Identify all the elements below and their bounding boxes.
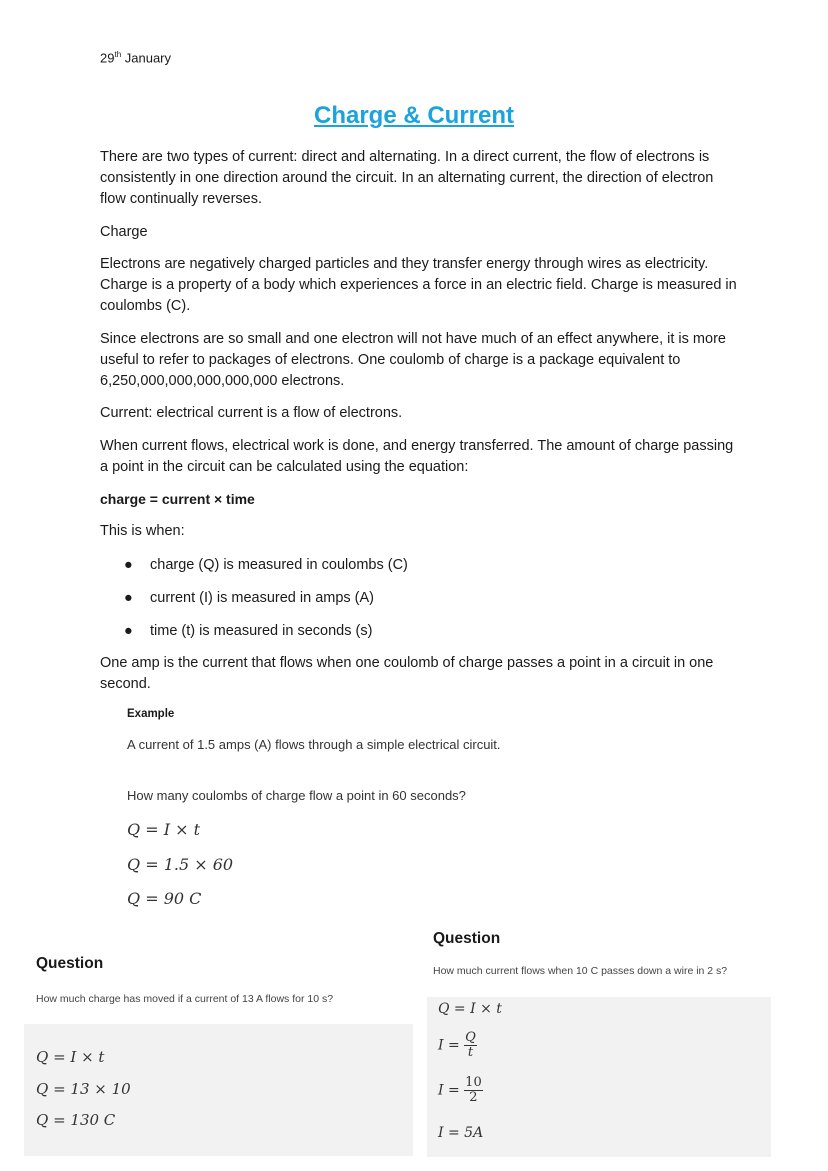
fraction-numerator: 10 <box>465 1075 482 1090</box>
example-text: A current of 1.5 amps (A) flows through a simple electrical circuit. <box>127 737 501 752</box>
paragraph-electrons: Electrons are negatively charged particles and they transfer energy through wires as electricity. Charge is a property of a body which experiences a force in an electric field. Charge is measured in coulombs (C). <box>100 256 737 314</box>
paragraph-this-is-when: This is when: <box>100 523 185 539</box>
example-line-2: Q = 1.5 × 60 <box>127 855 234 874</box>
fraction <box>464 1076 483 1105</box>
list-item-text: current (I) is measured in amps (A) <box>150 590 375 606</box>
list-item-text: time (t) is measured in seconds (s) <box>150 623 373 639</box>
question-left-heading: Question <box>36 955 104 972</box>
bullet-icon: ● <box>124 623 133 639</box>
question-right-text: How much current flows when 10 C passes down a wire in 2 s? <box>433 965 728 977</box>
question-right-line-3-lhs: I = <box>438 1082 460 1099</box>
question-right-heading: Question <box>433 930 501 947</box>
date-suffix: th <box>114 50 122 59</box>
paragraph-work-done: When current flows, electrical work is done, and energy transferred. The amount of charge passing a point in the circuit can be calculated using the equation: <box>100 438 734 475</box>
list-item <box>100 555 600 576</box>
question-left-line-3: Q = 130 C <box>36 1111 116 1129</box>
fraction-denominator: 2 <box>469 1090 478 1105</box>
example-line-3: Q = 90 C <box>127 889 202 908</box>
paragraph-one-amp: One amp is the current that flows when one coulomb of charge passes a point in a circuit in one second. <box>100 655 714 692</box>
date-day: 29 <box>100 50 115 66</box>
equation-charge: charge = current × time <box>100 491 255 507</box>
example-question: How many coulombs of charge flow a point in 60 seconds? <box>127 788 466 803</box>
bullet-icon: ● <box>124 557 133 573</box>
fraction <box>464 1031 477 1060</box>
example-line-1: Q = I × t <box>127 820 201 839</box>
page-date <box>100 50 171 65</box>
paragraph-current-definition: Current: electrical current is a flow of electrons. <box>100 405 403 421</box>
question-right-line-3 <box>438 1076 483 1105</box>
bullet-icon: ● <box>124 590 133 606</box>
question-right-line-1: Q = I × t <box>438 1001 502 1017</box>
subheading-charge: Charge <box>100 224 148 240</box>
date-month: January <box>121 50 172 66</box>
question-left-line-2: Q = 13 × 10 <box>36 1080 131 1098</box>
page-title: Charge & Current <box>313 102 515 129</box>
question-right-line-2-lhs: I = <box>438 1037 460 1054</box>
fraction-denominator: t <box>467 1045 474 1060</box>
question-left-line-1: Q = I × t <box>36 1048 105 1066</box>
question-right-line-4: I = 5A <box>438 1125 484 1141</box>
question-left-text: How much charge has moved if a current of 13 A flows for 10 s? <box>36 993 334 1005</box>
question-right-line-2 <box>438 1031 477 1060</box>
paragraph-current-types: There are two types of current: direct and alternating. In a direct current, the flow of electrons is consistently in one direction around the circuit. In an alternating current, the direction of electron flow continually reverses. <box>100 149 714 207</box>
list-item-text: charge (Q) is measured in coulombs (C) <box>150 557 408 573</box>
fraction-numerator: Q <box>465 1030 476 1045</box>
example-label: Example <box>127 708 175 720</box>
paragraph-coulomb: Since electrons are so small and one electron will not have much of an effect anywhere, it is more useful to refer to packages of electrons. One coulomb of charge is a package equivalent to 6,250,000,000,000,000,000 electrons. <box>100 331 726 389</box>
list-item <box>100 621 600 642</box>
list-item <box>100 588 600 609</box>
units-list <box>100 555 600 654</box>
